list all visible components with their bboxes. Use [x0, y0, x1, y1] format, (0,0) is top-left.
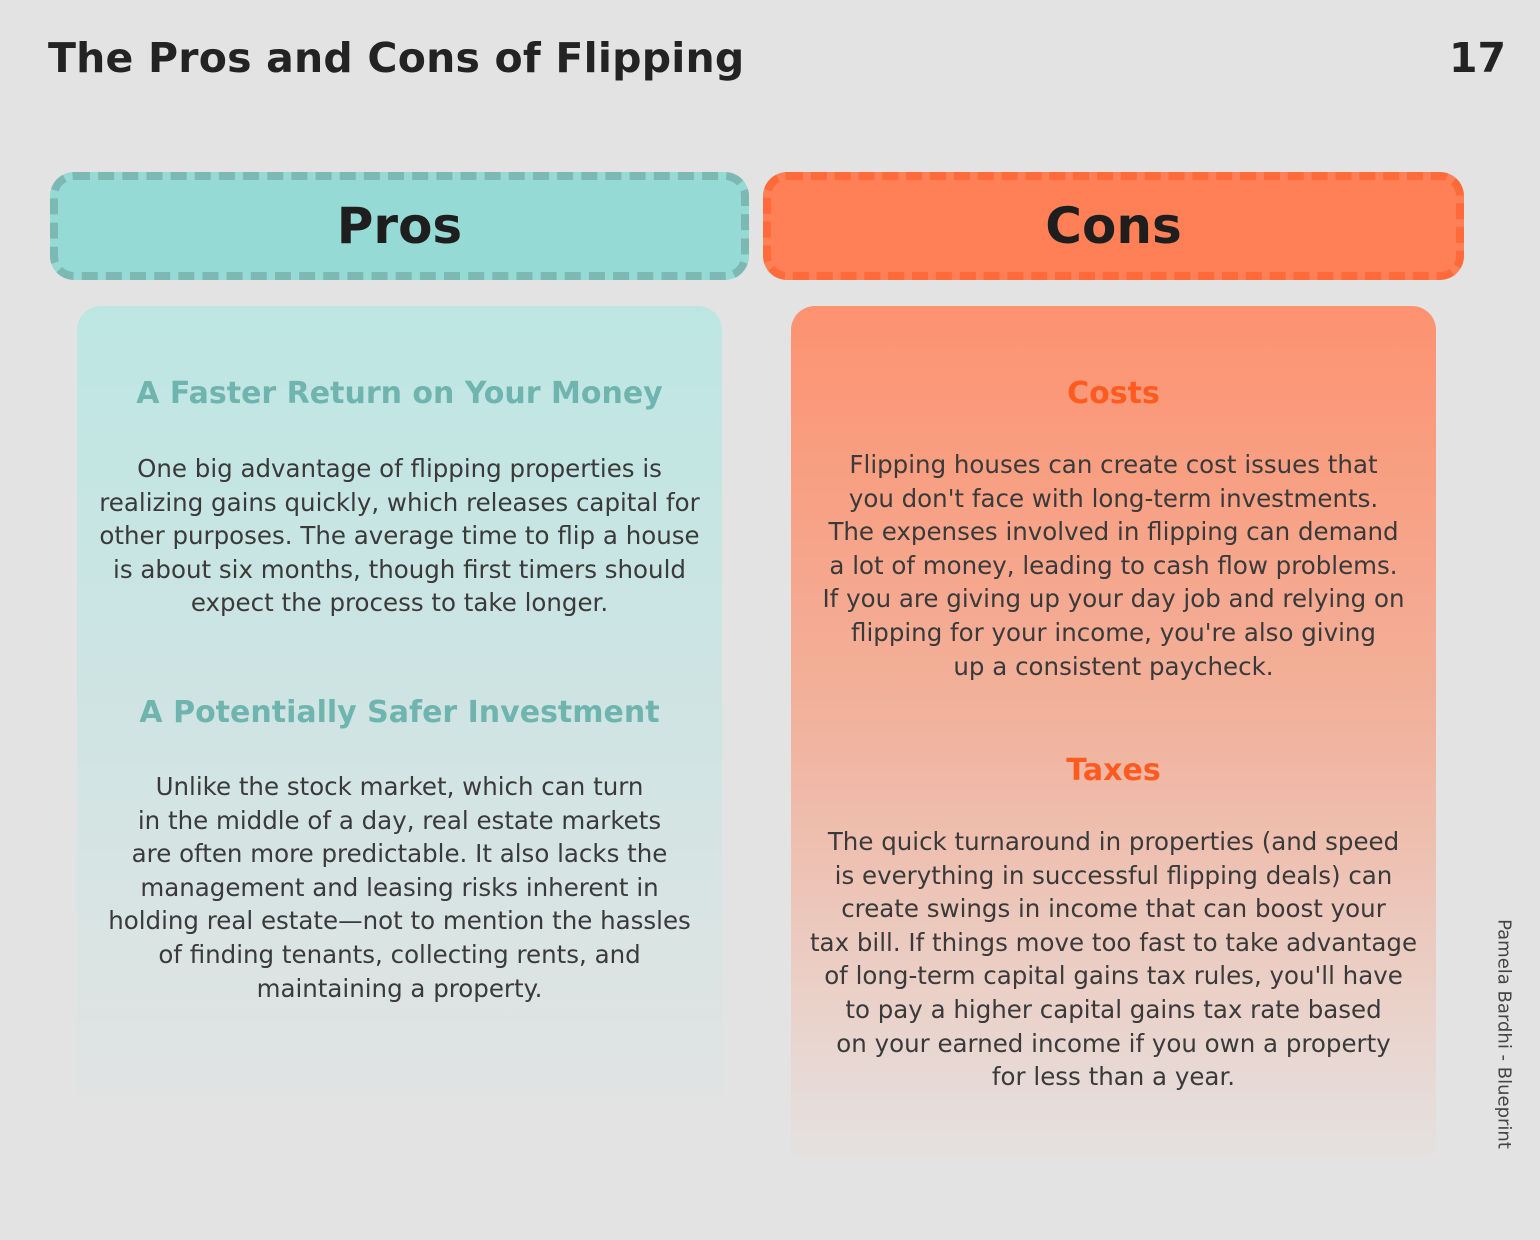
- body-line: The quick turnaround in properties (and speed: [827, 827, 1400, 856]
- cons-section-body: [791, 448, 1436, 683]
- pros-section-heading: A Faster Return on Your Money: [136, 376, 663, 411]
- body-line: a lot of money, leading to cash flow problems.: [829, 550, 1398, 580]
- body-line: If you are giving up your day job and relying on: [822, 584, 1405, 614]
- pros-header-label: Pros: [336, 197, 463, 255]
- body-line: of finding tenants, collecting rents, and: [158, 939, 641, 969]
- body-line: in the middle of a day, real estate markets: [137, 805, 662, 835]
- body-line: you don't face with long-term investments.: [848, 483, 1379, 513]
- body-line: on your earned income if you own a property: [836, 1028, 1391, 1058]
- pros-section-heading: A Potentially Safer Investment: [139, 695, 660, 730]
- body-line: The expenses involved in flipping can demand: [828, 517, 1399, 547]
- cons-header-label: Cons: [1045, 197, 1182, 255]
- body-line: of long-term capital gains tax rules, you'll have: [824, 961, 1403, 991]
- body-line: is everything in successful flipping deals) can: [834, 860, 1393, 890]
- body-line: management and leasing risks inherent in: [140, 872, 659, 902]
- body-line: tax bill. If things move too fast to take advantage: [809, 927, 1418, 957]
- body-line: is about six months, though first timers should: [113, 554, 686, 584]
- body-line: create swings in income that can boost your: [841, 894, 1386, 924]
- cons-section-heading: Costs: [1067, 376, 1160, 411]
- body-line: for less than a year.: [991, 1062, 1236, 1092]
- body-line: to pay a higher capital gains tax rate based: [845, 994, 1382, 1024]
- body-line: Unlike the stock market, which can turn: [155, 772, 644, 801]
- body-line: maintaining a property.: [256, 973, 543, 1003]
- body-line: are often more predictable. It also lacks the: [131, 839, 668, 869]
- body-line: Flipping houses can create cost issues that: [849, 450, 1378, 479]
- page-title: The Pros and Cons of Flipping: [48, 34, 745, 82]
- page-number: 17: [1448, 34, 1506, 82]
- cons-header: [763, 172, 1464, 280]
- pros-header: [50, 172, 749, 280]
- pros-panel: [77, 306, 722, 1096]
- body-line: realizing gains quickly, which releases capital for: [99, 487, 700, 517]
- cons-section-body: [791, 825, 1436, 1094]
- pros-section-body: [77, 452, 722, 620]
- cons-panel: [791, 306, 1436, 1156]
- cons-section-heading: Taxes: [1066, 753, 1161, 788]
- side-credit: Pamela Bardhi - Blueprint: [1493, 919, 1515, 1149]
- body-line: holding real estate—not to mention the hassles: [108, 906, 691, 936]
- body-line: flipping for your income, you're also giving: [851, 617, 1376, 647]
- body-line: up a consistent paycheck.: [953, 651, 1274, 681]
- body-line: expect the process to take longer.: [190, 588, 609, 618]
- body-line: other purposes. The average time to flip a house: [99, 521, 700, 551]
- pros-section-body: [77, 770, 722, 1005]
- body-line: One big advantage of flipping properties is: [137, 454, 662, 483]
